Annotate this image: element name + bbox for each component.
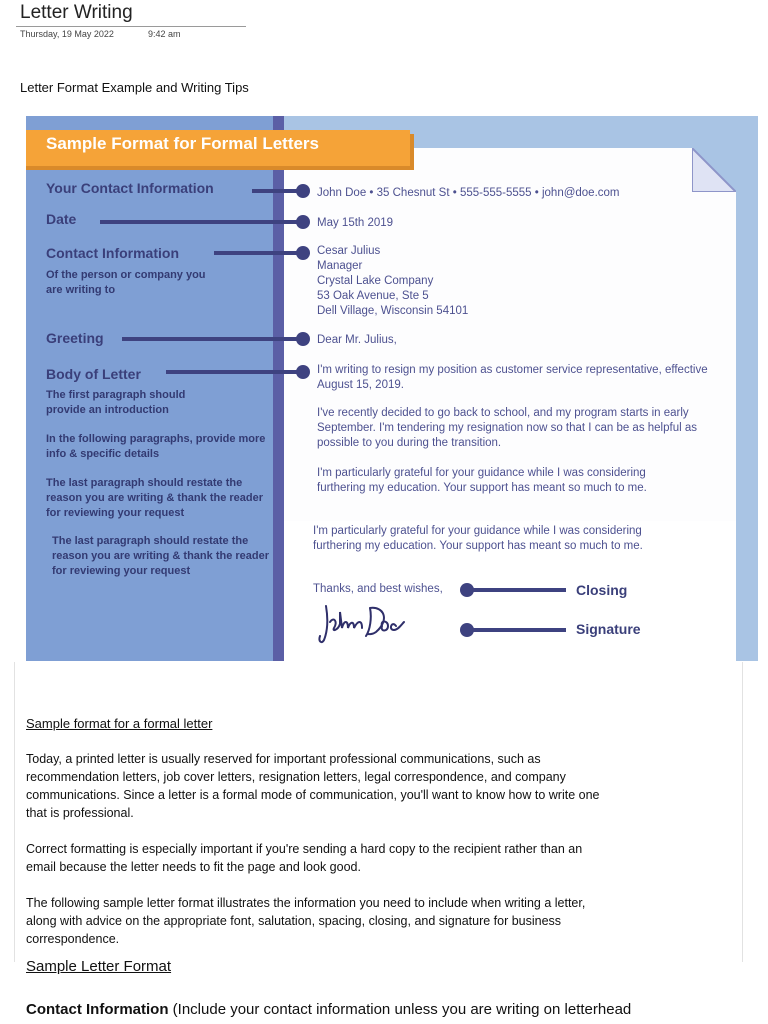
letter-format-infographic	[26, 116, 758, 661]
note-contact-info: Of the person or company you are writing to	[46, 269, 206, 296]
letter-recipient-city: Dell Village, Wisconsin 54101	[317, 305, 469, 317]
label-contact-info: Contact Information	[46, 245, 179, 261]
letter-para-3: I'm particularly grateful for your guidance while I was considering furthering my education. Your support has meant so much to me.	[317, 467, 647, 494]
page-time: 9:42 am	[148, 29, 181, 39]
page-title[interactable]: Letter Writing	[20, 2, 133, 23]
page-date: Thursday, 19 May 2022	[20, 29, 114, 39]
label-signature: Signature	[576, 621, 641, 637]
connector-body	[166, 370, 304, 374]
letter-para-2: I've recently decided to go back to school, and my program starts in early September. I'm tendering my resignation now so that I can be as helpful as possible to you during the transition.	[317, 407, 697, 449]
connector-greeting	[122, 337, 304, 341]
intro-text[interactable]: Letter Format Example and Writing Tips	[20, 80, 249, 95]
connector-closing	[472, 588, 566, 592]
letter-recipient-street: 53 Oak Avenue, Ste 5	[317, 290, 429, 302]
label-date: Date	[46, 211, 77, 227]
letter-para-3-repeat: I'm particularly grateful for your guidance while I was considering furthering my education. Your support has meant so much to me.	[313, 525, 643, 552]
connector-dot	[296, 332, 310, 346]
label-greeting: Greeting	[46, 330, 104, 346]
label-closing: Closing	[576, 582, 628, 598]
connector-signature	[472, 628, 566, 632]
label-your-contact: Your Contact Information	[46, 180, 214, 196]
connector-dot	[296, 246, 310, 260]
note-body-3-repeat: The last paragraph should restate the reason you are writing & thank the reader for reviewing your request	[52, 535, 270, 577]
note-body-1: The first paragraph should provide an introduction	[46, 389, 186, 416]
section-heading-2[interactable]: Sample Letter Format	[26, 958, 172, 975]
letter-closing: Thanks, and best wishes,	[313, 583, 443, 595]
body-paragraph[interactable]: Correct formatting is especially important if you're sending a hard copy to the recipient rather than an email because the letter needs to fit the page and look good.	[26, 842, 583, 874]
letter-date: May 15th 2019	[317, 217, 394, 229]
contact-info-rest: (Include your contact information unless you are writing on letterhead	[168, 1001, 632, 1018]
label-body: Body of Letter	[46, 366, 141, 382]
connector-contact-info	[214, 251, 304, 255]
banner-title: Sample Format for Formal Letters	[46, 134, 320, 153]
signature-image	[316, 600, 436, 650]
letter-recipient-name: Cesar Julius	[317, 245, 381, 257]
connector-dot	[296, 365, 310, 379]
note-body-2: In the following paragraphs, provide more info & specific details	[46, 433, 266, 460]
contact-info-line[interactable]	[26, 1001, 631, 1018]
letter-recipient-title: Manager	[317, 260, 363, 272]
contact-info-bold: Contact Information	[26, 1001, 169, 1018]
body-paragraph[interactable]: The following sample letter format illustrates the information you need to include when writing a letter, along with advice on the appropriate font, salutation, spacing, closing, and signature for business correspondence.	[26, 896, 586, 946]
page-edge-left	[14, 662, 15, 962]
section-heading[interactable]: Sample format for a formal letter	[26, 716, 213, 731]
page-edge-right	[742, 662, 743, 962]
overlap-strip-edge	[736, 521, 758, 661]
letter-para-1: I'm writing to resign my position as customer service representative, effective August 15, 2019.	[317, 364, 708, 391]
connector-dot	[296, 184, 310, 198]
body-paragraph[interactable]: Today, a printed letter is usually reserved for important professional communications, such as recommendation letters, job cover letters, resignation letters, legal correspondence, and company communications. Since a letter is a formal mode of communication, you'll want to know how to write one that is professional.	[26, 752, 600, 820]
letter-greeting: Dear Mr. Julius,	[317, 334, 397, 346]
title-underline	[16, 26, 246, 27]
letter-sender-line: John Doe • 35 Chesnut St • 555-555-5555 • john@doe.com	[317, 187, 620, 199]
connector-dot	[296, 215, 310, 229]
letter-recipient-company: Crystal Lake Company	[317, 275, 434, 287]
connector-date	[100, 220, 304, 224]
note-body-3: The last paragraph should restate the reason you are writing & thank the reader for reviewing your request	[46, 477, 264, 519]
